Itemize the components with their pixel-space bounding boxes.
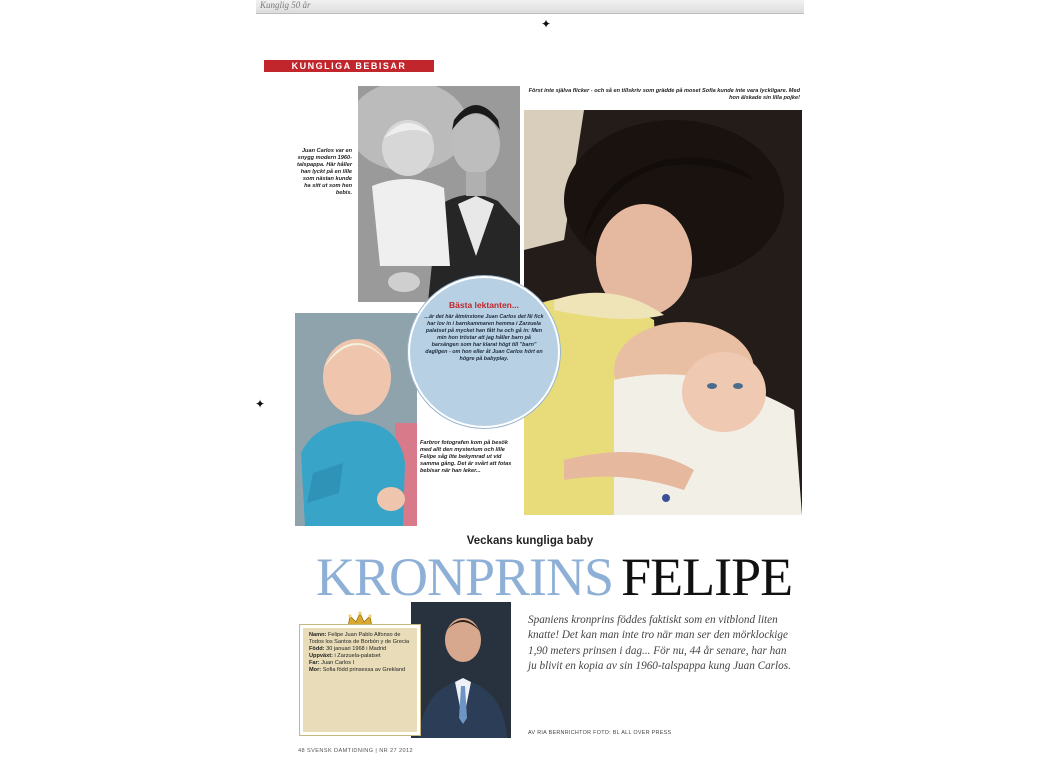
photo-mother-with-newborn [524, 110, 802, 515]
photo-caption-top: Först inte själva flicker - och så en tillskriv som grädde på moset Sofia kunde inte vara lyckligare. Med hon älskade sin lilla pojke! [528, 88, 800, 101]
registration-mark-icon: ✦ [541, 17, 552, 31]
headline-part-felipe: FELIPE [621, 547, 793, 607]
kicker-text: Veckans kungliga baby [466, 535, 594, 547]
photo-juan-carlos-illustration [358, 86, 520, 302]
photo-credit: AV RIA BERNRICHTOR FOTO: BL ALL OVER PRESS [528, 730, 672, 736]
photo-toddler [295, 313, 417, 526]
photo-juan-carlos-with-baby [358, 86, 520, 302]
lede-paragraph: Spaniens kronprins föddes faktiskt som en vitblond liten knatte! Det kan man inte tro när man ser den mörklockige 1,90 meters prinsen i dag... För nu, 44 år senare, har han ju blivit en kopia av sin 1960-talspappa kung Juan Carlos. [528, 614, 791, 673]
registration-mark-icon: ✦ [255, 397, 266, 411]
fact-born: Född: 30 januari 1968 i Madrid [309, 646, 387, 652]
photo-felipe-illustration [411, 602, 511, 738]
section-banner: KUNGLIGA BEBISAR [264, 60, 434, 72]
fact-name: Namn: Felipe Juan Pablo Alfonso de Todos los Santos de Borbón y de Grecia [309, 632, 410, 645]
quote-bubble-title: Bästa lektanten... [449, 300, 519, 310]
photo-mother-illustration [524, 110, 802, 515]
caption-juan-carlos: Juan Carlos var en snygg modern 1960-talspappa. Här håller han lyckt på en lille som nästan kunde ha sitt ut som hen bebis. [296, 148, 352, 196]
fact-box [300, 625, 420, 735]
fact-father: Far: Juan Carlos I [309, 660, 355, 666]
photo-toddler-illustration [295, 313, 417, 526]
fact-mother: Mor: Sofia född prinsessa av Grekland [309, 667, 406, 673]
quote-bubble-body: ...är det här åtminstone Juan Carlos det Ni fick har lov in i barnkammaren hemma i Zarzuela palatset på mycket han fått ha och gå in: Men min hon tröstar att jag håller barn på barsängen som har klarat högt till "barn" dagligen - om hon eller åt Juan Carlos hört en högre på babyplay. [424, 314, 544, 362]
page-header-strip: Kunglig 50 år [256, 0, 804, 14]
headline-part-kronprins: KRONPRINS [316, 547, 614, 607]
fact-upbringing: Uppväxt: i Zarzuela-palatset [309, 653, 381, 659]
headline [316, 548, 792, 606]
quote-bubble [408, 276, 560, 428]
page-folio: 48 SVENSK DAMTIDNING | NR 27 2012 [298, 748, 414, 754]
photo-felipe-portrait [411, 602, 511, 738]
caption-toddler: Farbror fotografen kom på besök med allt den mysterium och lille Felipe såg lite bekymrad ut vid samma gång. Det är svårt att fotas bebisar när han leker... [420, 440, 512, 474]
